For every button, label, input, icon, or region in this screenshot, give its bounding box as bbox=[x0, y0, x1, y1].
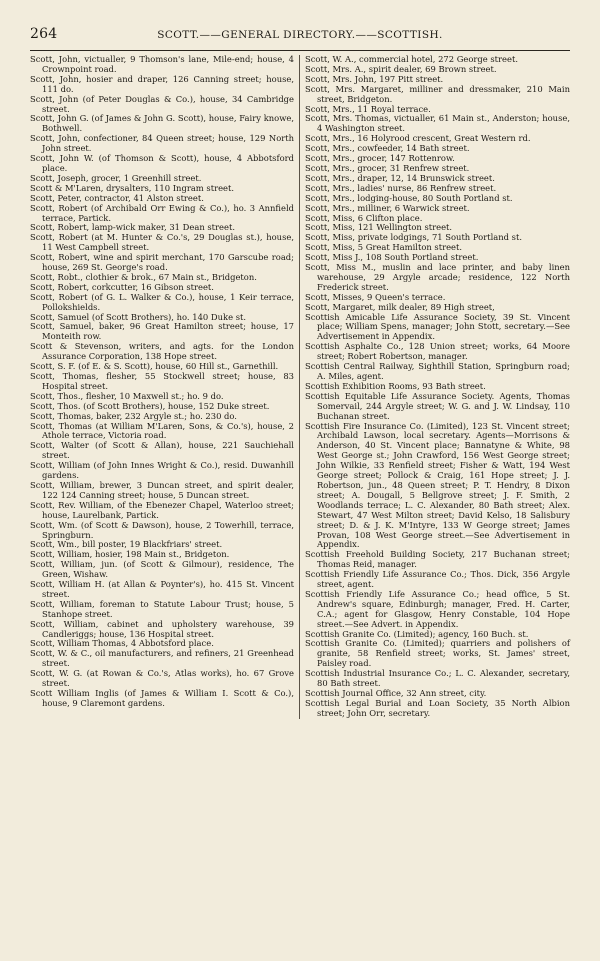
directory-entry: Scott, Walter (of Scott & Allan), house, 221 Sauchiehall street. bbox=[30, 440, 294, 461]
directory-entry: Scott, Mrs., 16 Holyrood crescent, Great Western rd. bbox=[305, 133, 531, 144]
directory-entry: Scottish Friendly Life Assurance Co.; head office, 5 St. Andrew's square, Edinburgh; manager, Fred. H. Carter, C.A.; agent for Glasgow, Henry Constable, 104 Hope street.—See Advert. in Appendix. bbox=[305, 588, 570, 629]
directory-entry: Scott, Mrs., lodging-house, 80 South Portland st. bbox=[305, 192, 513, 203]
directory-entry: Scott, Mrs. John, 197 Pitt street. bbox=[305, 73, 444, 84]
directory-entry: Scott, Thomas, baker, 232 Argyle st.; ho. 230 do. bbox=[30, 410, 237, 421]
directory-entry: Scott, Mrs., 11 Royal terrace. bbox=[305, 103, 431, 114]
directory-entry: Scott, Mrs. A., spirit dealer, 69 Brown street. bbox=[305, 63, 497, 74]
directory-entry: Scott, William Thomas, 4 Abbotsford place. bbox=[30, 638, 214, 649]
directory-entry: Scottish Central Railway, Sighthill Station, Springburn road; A. Miles, agent. bbox=[305, 361, 570, 381]
right-column bbox=[300, 55, 570, 719]
directory-entry: Scott, William H. (at Allan & Poynter's), ho. 415 St. Vincent street. bbox=[30, 579, 294, 599]
directory-entry: Scott, Miss, private lodgings, 71 South Portland st. bbox=[305, 232, 522, 243]
directory-entry: Scott, Miss M., muslin and lace printer, and baby linen warehouse, 29 Argyle arcade; residence, 122 North Frederick street. bbox=[305, 262, 570, 292]
directory-entry: Scott William Inglis (of James & William I. Scott & Co.), house, 9 Claremont gardens. bbox=[30, 688, 294, 708]
directory-entry: Scott, Wm. (of Scott & Dawson), house, 2 Towerhill, terrace, Springburn. bbox=[30, 519, 294, 540]
directory-entry: Scottish Industrial Insurance Co.; L. C. Alexander, secretary, 80 Bath street. bbox=[305, 668, 570, 689]
directory-entry: Scott, Robt., clothier & brok., 67 Main st., Bridgeton. bbox=[30, 271, 257, 282]
page-header bbox=[30, 26, 570, 48]
left-column bbox=[30, 55, 300, 719]
directory-entry: Scott, John, hosier and draper, 126 Canning street; house, 111 do. bbox=[30, 73, 294, 94]
directory-entry: Scottish Granite Co. (Limited); agency, 160 Buch. st. bbox=[305, 628, 529, 639]
directory-entry: Scott, Rev. William, of the Ebenezer Chapel, Waterloo street; house, Laurelbank, Partick. bbox=[30, 499, 294, 520]
directory-entry: Scottish Granite Co. (Limited); quarriers and polishers of granite, 58 Renfield street; works, St. James' street, Paisley road. bbox=[305, 638, 570, 669]
directory-columns bbox=[30, 55, 570, 719]
directory-entry: Scott, Robert (of G. L. Walker & Co.), house, 1 Keir terrace, Pollokshields. bbox=[30, 291, 294, 312]
directory-entry: Scott, William, hosier, 198 Main st., Bridgeton. bbox=[30, 549, 230, 560]
directory-entry: Scottish Amicable Life Assurance Society, 39 St. Vincent place; William Spens, manager; John Stott, secretary.—See Advertisement in Appendix. bbox=[305, 311, 570, 342]
directory-entry: Scott, William, brewer, 3 Duncan street, and spirit dealer, 122 124 Canning street; house, 5 Duncan street. bbox=[30, 479, 294, 500]
directory-entry: Scott, Mrs., draper, 12, 14 Brunswick street. bbox=[305, 172, 495, 183]
running-title: SCOTT.——GENERAL DIRECTORY.——SCOTTISH. bbox=[157, 29, 443, 41]
header-rule bbox=[30, 50, 570, 51]
directory-entry: Scott, Thomas, flesher, 55 Stockwell street; house, 83 Hospital street. bbox=[30, 371, 294, 391]
directory-entry: Scott, Mrs., milliner, 6 Warwick street. bbox=[305, 202, 470, 213]
directory-entry: Scott, Robert (of Archibald Orr Ewing & Co.), ho. 3 Annfield terrace, Partick. bbox=[30, 202, 294, 223]
directory-entry: Scott, William (of John Innes Wright & Co.), resid. Duwanhill gardens. bbox=[30, 460, 294, 481]
directory-entry: Scott, Miss, 121 Wellington street. bbox=[305, 222, 453, 233]
directory-entry: Scott, W. & C., oil manufacturers, and refiners, 21 Greenhead street. bbox=[30, 648, 294, 669]
directory-entry: Scott, William, jun. (of Scott & Gilmour), residence, The Green, Wishaw. bbox=[30, 559, 294, 580]
directory-entry: Scottish Freehold Building Society, 217 Buchanan street; Thomas Reid, manager. bbox=[305, 549, 570, 570]
directory-entry: Scott, Thos. (of Scott Brothers), house, 152 Duke street. bbox=[30, 400, 270, 411]
directory-entry: Scott, Miss J., 108 South Portland street. bbox=[305, 252, 479, 263]
directory-entry: Scott, Robert, wine and spirit merchant, 170 Garscube road; house, 269 St. George's road. bbox=[30, 252, 294, 273]
directory-entry: Scottish Journal Office, 32 Ann street, city. bbox=[305, 688, 487, 698]
directory-entry: Scott, Samuel (of Scott Brothers), ho. 140 Duke st. bbox=[30, 311, 247, 322]
directory-entry: Scott, Peter, contractor, 41 Alston street. bbox=[30, 192, 204, 203]
directory-entry: Scottish Friendly Life Assurance Co.; Thos. Dick, 356 Argyle street, agent. bbox=[305, 569, 570, 590]
directory-entry: Scott, Margaret, milk dealer, 89 High street, bbox=[305, 301, 495, 312]
directory-entry: Scottish Fire Insurance Co. (Limited), 123 St. Vincent street; Archibald Lawson, local secretary. Agents—Morrisons & Anderson, 40 St. Vincent place; Bannatyne & White, 98 West George st.; John Crawford, 156 West George street; John Wilkie, 33 Renfield street; Fisher & Watt, 194 West George street; Pollock & Craig, 161 Hope street; J. J. Robertson, jun., 48 Queen street; P. T. Hendry, 8 Dixon street; A. Dougall, 5 Bellgrove street; J. F. Smith, 2 Woodlands terrace; L. C. Alexander, 80 Bath street; Alex. Stewart, 47 West Milton street; David Kelso, 18 Salisbury street; D. & J. K. M'Intyre, 133 W George street; James Provan, 108 West George street.—See Advertisement in Appendix. bbox=[305, 420, 570, 550]
directory-entry: Scottish Asphalte Co., 128 Union street; works, 64 Moore street; Robert Robertson, manager. bbox=[305, 341, 570, 362]
directory-entry: Scott, Miss, 5 Great Hamilton street. bbox=[305, 242, 463, 253]
directory-entry: Scott, Mrs., ladies' nurse, 86 Renfrew street. bbox=[305, 182, 497, 193]
directory-entry: Scott, Thomas (at William M'Laren, Sons, & Co.'s), house, 2 Athole terrace, Victoria road. bbox=[30, 420, 294, 441]
directory-entry: Scott, S. F. (of E. & S. Scott), house, 60 Hill st., Garnethill. bbox=[30, 361, 279, 372]
directory-entry: Scott, W. G. (at Rowan & Co.'s, Atlas works), ho. 67 Grove street. bbox=[30, 668, 294, 689]
directory-entry: Scott, John, confectioner, 84 Queen street; house, 129 North John street. bbox=[30, 133, 294, 154]
directory-entry: Scott, Mrs. Margaret, milliner and dressmaker, 210 Main street, Bridgeton. bbox=[305, 83, 570, 104]
directory-entry: Scott, Robert (at M. Hunter & Co.'s, 29 Douglas st.), house, 11 West Campbell street. bbox=[30, 232, 294, 253]
directory-entry: Scott, William, cabinet and upholstery warehouse, 39 Candleriggs; house, 136 Hospital street. bbox=[30, 618, 294, 639]
directory-entry: Scott, John G. (of James & John G. Scott), house, Fairy knowe, Bothwell. bbox=[30, 113, 294, 134]
directory-entry: Scott, Mrs., grocer, 31 Renfrew street. bbox=[305, 162, 470, 173]
directory-entry: Scott, Robert, corkcutter, 16 Gibson street. bbox=[30, 281, 214, 292]
directory-entry: Scottish Equitable Life Assurance Society. Agents, Thomas Somervail, 244 Argyle street; W. G. and J. W. Lindsay, 110 Buchanan street. bbox=[305, 390, 570, 421]
directory-entry: Scott, John (of Peter Douglas & Co.), house, 34 Cambridge street. bbox=[30, 93, 294, 114]
directory-entry: Scott, Miss, 6 Clifton place. bbox=[305, 212, 423, 223]
directory-entry: Scott, Mrs., cowfeeder, 14 Bath street. bbox=[305, 143, 470, 154]
directory-entry: Scott, Joseph, grocer, 1 Greenhill street. bbox=[30, 172, 202, 183]
directory-entry: Scott, Robert, lamp-wick maker, 31 Dean street. bbox=[30, 222, 235, 233]
directory-entry: Scott & Stevenson, writers, and agts. for the London Assurance Corporation, 138 Hope street. bbox=[30, 341, 294, 362]
directory-entry: Scottish Legal Burial and Loan Society, 35 North Albion street; John Orr, secretary. bbox=[305, 697, 570, 718]
directory-entry: Scott, W. A., commercial hotel, 272 George street. bbox=[305, 54, 518, 64]
directory-entry: Scott, John W. (of Thomson & Scott), house, 4 Abbotsford place. bbox=[30, 153, 294, 173]
directory-entry: Scott, Wm., bill poster, 19 Blackfriars' street. bbox=[30, 539, 223, 550]
directory-entry: Scott, Samuel, baker, 96 Great Hamilton street; house, 17 Monteith row. bbox=[30, 321, 294, 342]
directory-entry: Scott, John, victualler, 9 Thomson's lane, Mile-end; house, 4 Crownpoint road. bbox=[30, 54, 294, 74]
directory-entry: Scott, Mrs., grocer, 147 Rottenrow. bbox=[305, 153, 455, 164]
directory-entry: Scott, William, foreman to Statute Labour Trust; house, 5 Stanhope street. bbox=[30, 598, 294, 619]
directory-entry: Scott, Thos., flesher, 10 Maxwell st.; ho. 9 do. bbox=[30, 390, 224, 401]
directory-entry: Scott & M'Laren, drysalters, 110 Ingram street. bbox=[30, 182, 235, 193]
directory-entry: Scott, Mrs. Thomas, victualler, 61 Main st., Anderston; house, 4 Washington street. bbox=[305, 113, 570, 134]
directory-entry: Scottish Exhibition Rooms, 93 Bath street. bbox=[305, 380, 486, 391]
page-number: 264 bbox=[30, 26, 58, 42]
directory-entry: Scott, Misses, 9 Queen's terrace. bbox=[305, 291, 446, 302]
